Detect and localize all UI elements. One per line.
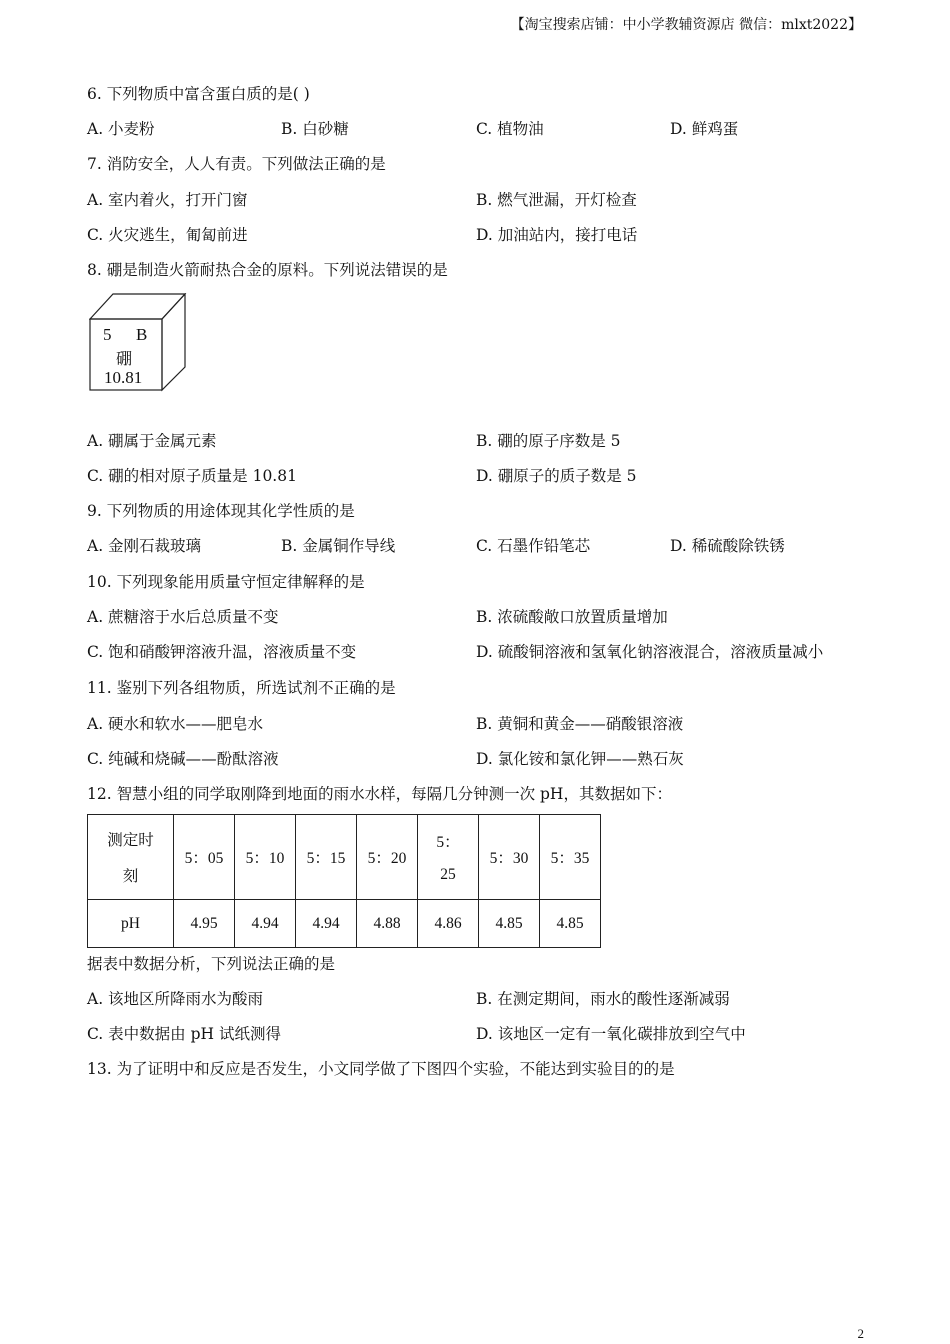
- table-cell: 4.94: [296, 900, 357, 948]
- q7-stem: 7. 消防安全，人人有责。下列做法正确的是: [87, 155, 386, 173]
- table-header-cell: pH: [88, 900, 174, 948]
- q10-option-b: B. 浓硫酸敞口放置质量增加: [476, 608, 668, 626]
- table-row-ph: [88, 900, 601, 948]
- table-cell: 4.95: [174, 900, 235, 948]
- table-cell: 5：35: [540, 815, 601, 900]
- time-label-line2: 刻: [122, 868, 139, 885]
- table-cell: 4.85: [540, 900, 601, 948]
- element-name: 硼: [116, 349, 133, 368]
- q12-followup: 据表中数据分析，下列说法正确的是: [87, 955, 336, 973]
- q8-stem: 8. 硼是制造火箭耐热合金的原料。下列说法错误的是: [87, 261, 448, 279]
- q9-option-c: C. 石墨作铅笔芯: [476, 537, 591, 555]
- q9-option-d: D. 稀硫酸除铁锈: [670, 537, 785, 555]
- q8-option-a: A. 硼属于金属元素: [87, 432, 217, 450]
- q8-option-c: C. 硼的相对原子质量是 10.81: [87, 467, 297, 485]
- q6-option-d: D. 鲜鸡蛋: [670, 120, 739, 138]
- q11-option-b: B. 黄铜和黄金——硝酸银溶液: [476, 715, 684, 733]
- table-cell: 4.86: [418, 900, 479, 948]
- q8-option-b: B. 硼的原子序数是 5: [476, 432, 621, 450]
- q9-option-b: B. 金属铜作导线: [281, 537, 396, 555]
- table-cell: 4.94: [235, 900, 296, 948]
- q10-option-a: A. 蔗糖溶于水后总质量不变: [87, 608, 279, 626]
- table-cell: [418, 815, 479, 900]
- table-cell: 5：30: [479, 815, 540, 900]
- q6-option-b: B. 白砂糖: [281, 120, 349, 138]
- time-5-line1: 5：: [436, 834, 460, 851]
- table-cell: 4.85: [479, 900, 540, 948]
- ph-data-table: [87, 814, 601, 948]
- q11-option-c: C. 纯碱和烧碱——酚酞溶液: [87, 750, 279, 768]
- q9-option-a: A. 金刚石裁玻璃: [87, 537, 202, 555]
- table-cell: 5：10: [235, 815, 296, 900]
- q12-option-b: B. 在测定期间，雨水的酸性逐渐减弱: [476, 990, 730, 1008]
- table-cell: 5：05: [174, 815, 235, 900]
- q10-option-c: C. 饱和硝酸钾溶液升温，溶液质量不变: [87, 643, 357, 661]
- q10-option-d: D. 硫酸铜溶液和氢氧化钠溶液混合，溶液质量减小: [476, 643, 824, 661]
- q10-stem: 10. 下列现象能用质量守恒定律解释的是: [87, 573, 365, 591]
- q6-option-c: C. 植物油: [476, 120, 544, 138]
- q6-stem: 6. 下列物质中富含蛋白质的是( ): [87, 85, 310, 103]
- time-5-line2: 25: [440, 866, 456, 883]
- q11-option-a: A. 硬水和软水——肥皂水: [87, 715, 264, 733]
- page-header: 【淘宝搜索店铺：中小学教辅资源店 微信：mlxt2022】: [510, 17, 862, 33]
- q8-option-d: D. 硼原子的质子数是 5: [476, 467, 637, 485]
- q7-option-c: C. 火灾逃生，匍匐前进: [87, 226, 248, 244]
- element-atomic-number: 5: [103, 325, 112, 344]
- q11-stem: 11. 鉴别下列各组物质，所选试剂不正确的是: [87, 679, 396, 697]
- q6-option-a: A. 小麦粉: [87, 120, 155, 138]
- table-cell: 5：20: [357, 815, 418, 900]
- element-cube-diagram: [89, 293, 189, 393]
- element-symbol: B: [136, 325, 148, 344]
- q12-option-d: D. 该地区一定有一氧化碳排放到空气中: [476, 1025, 746, 1043]
- table-cell: 4.88: [357, 900, 418, 948]
- q9-stem: 9. 下列物质的用途体现其化学性质的是: [87, 502, 355, 520]
- q7-option-a: A. 室内着火，打开门窗: [87, 191, 248, 209]
- q12-option-c: C. 表中数据由 pH 试纸测得: [87, 1025, 281, 1043]
- q13-stem: 13. 为了证明中和反应是否发生，小文同学做了下图四个实验，不能达到实验目的的是: [87, 1060, 675, 1078]
- q12-option-a: A. 该地区所降雨水为酸雨: [87, 990, 264, 1008]
- time-label-line1: 测定时: [107, 832, 154, 849]
- table-row-times: [88, 815, 601, 900]
- element-mass: 10.81: [104, 368, 143, 387]
- table-header-cell: [88, 815, 174, 900]
- q11-option-d: D. 氯化铵和氯化钾——熟石灰: [476, 750, 684, 768]
- q7-option-d: D. 加油站内，接打电话: [476, 226, 638, 244]
- table-cell: 5：15: [296, 815, 357, 900]
- q12-stem: 12. 智慧小组的同学取刚降到地面的雨水水样，每隔几分钟测一次 pH，其数据如下：: [87, 785, 672, 803]
- q7-option-b: B. 燃气泄漏，开灯检查: [476, 191, 637, 209]
- page-number: 2: [857, 1326, 864, 1341]
